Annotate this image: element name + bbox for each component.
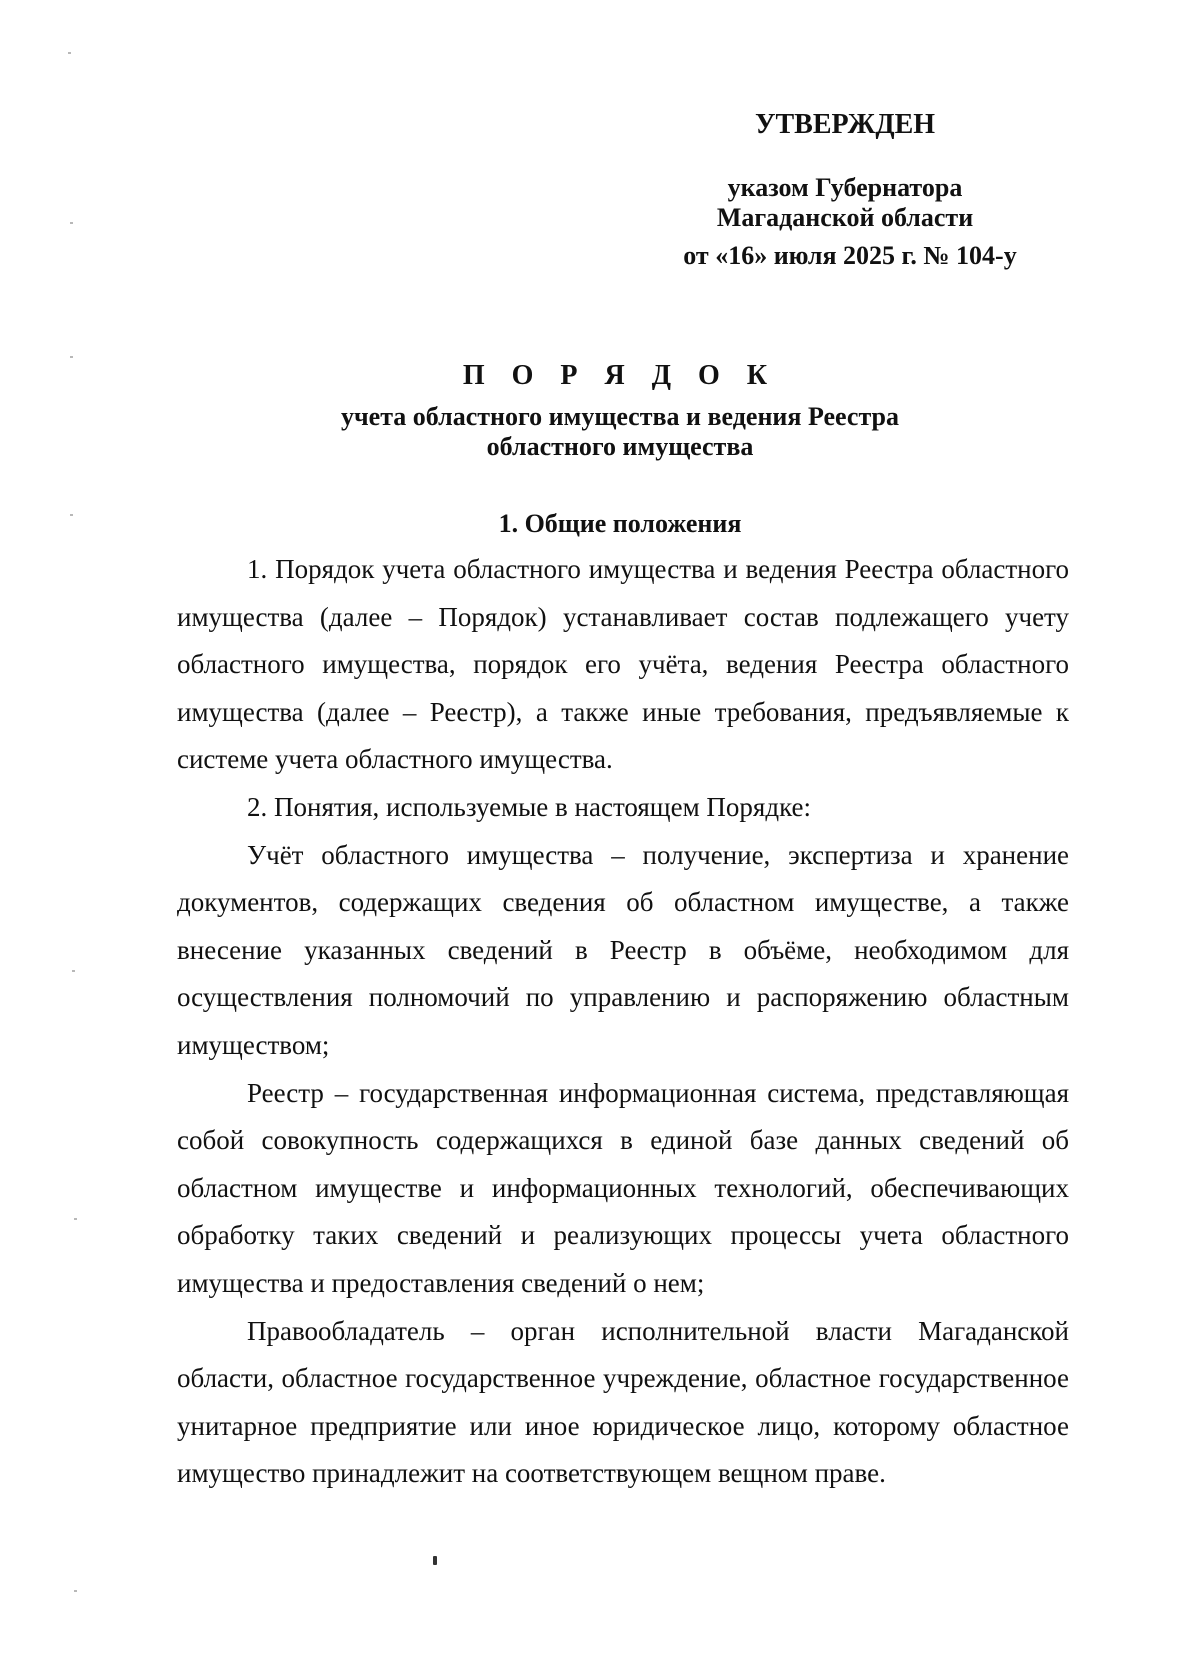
scan-speck	[72, 970, 75, 972]
scan-speck	[74, 1218, 77, 1220]
approval-date: от «16» июля 2025 г. № 104-у	[683, 241, 1017, 270]
scan-speck	[74, 1590, 77, 1592]
document-subtitle: учета областного имущества и ведения Реестра областного имущества	[341, 402, 899, 461]
definition-accounting: Учёт областного имущества – получение, экспертиза и хранение документов, содержащих сведения об областном имуществе, а также внесение указанных сведений в Реестр в объёме, необходимом для осуществления полномочий по управлению и распоряжению областным имуществом;	[177, 839, 1069, 1060]
approval-issuer-line-2: Магаданской области	[716, 203, 974, 232]
document-title: П О Р Я Д О К	[462, 360, 778, 391]
scan-speck	[70, 514, 73, 516]
scan-speck	[68, 52, 71, 54]
section-heading: 1. Общие положения	[498, 509, 742, 538]
approval-issuer	[600, 173, 1090, 233]
definition-rightholder: Правообладатель – орган исполнительной власти Магаданской области, областное государственное учреждение, областное государственное унитарное предприятие или иное юридическое лицо, которому областное имущество принадлежит на соответствующем вещном праве.	[177, 1315, 1069, 1489]
section-body	[177, 546, 1069, 1498]
scan-speck	[70, 222, 73, 224]
definition-registry: Реестр – государственная информационная система, представляющая собой совокупность содержащихся в единой базе данных сведений об областном имуществе и информационных технологий, обеспечивающих обработку таких сведений и реализующих процессы учета областного имущества и предоставления сведений о нем;	[177, 1077, 1069, 1298]
approval-issuer-line-1: указом Губернатора	[727, 173, 963, 202]
paragraph-2: 2. Понятия, используемые в настоящем Порядке:	[247, 791, 811, 822]
approval-stamp-title: УТВЕРЖДЕН	[754, 109, 936, 140]
scan-mark	[433, 1556, 437, 1565]
paragraph-1: 1. Порядок учета областного имущества и ведения Реестра областного имущества (далее – Порядок) устанавливает состав подлежащего учету областного имущества, порядок его учёта, ведения Реестра областного имущества (далее – Реестр), а также иные требования, предъявляемые к системе учета областного имущества.	[177, 554, 1069, 775]
scan-speck	[70, 356, 73, 358]
